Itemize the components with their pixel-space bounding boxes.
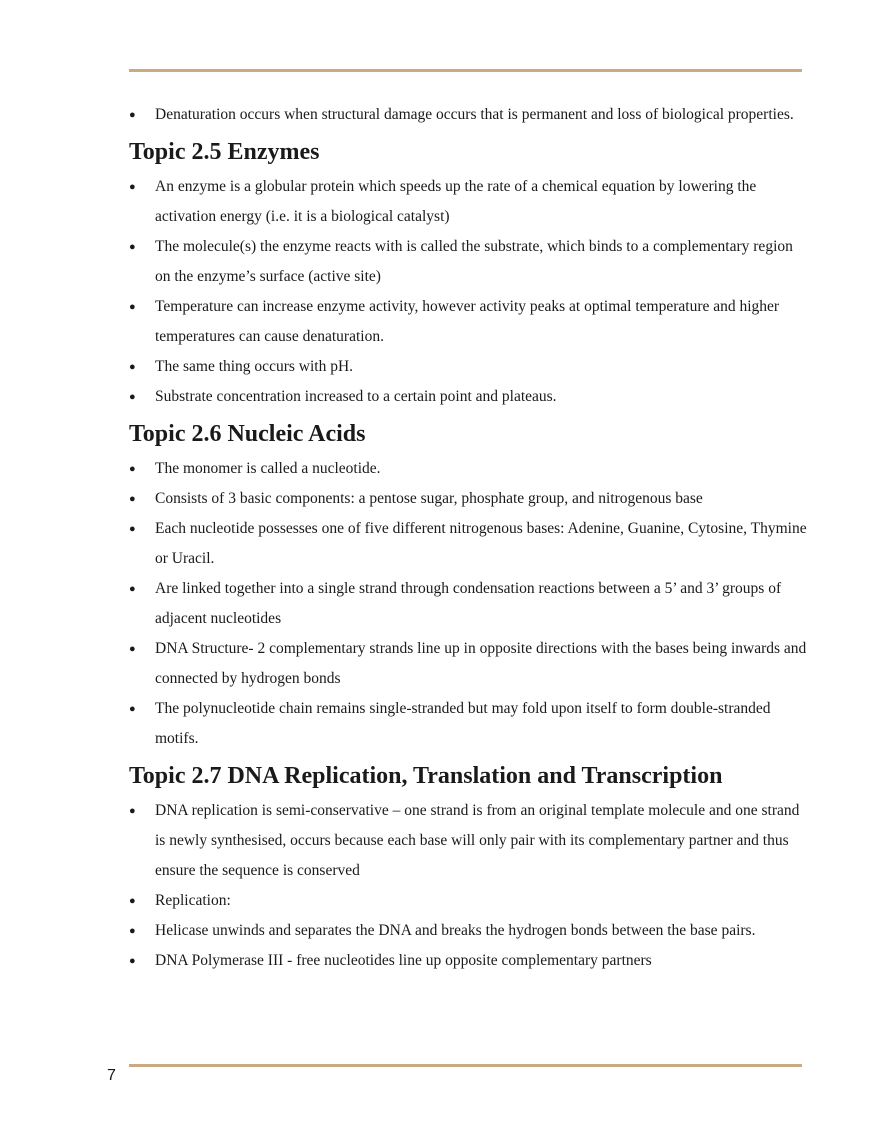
list-item: ● DNA Structure- 2 complementary strands line up in opposite directions with the bases being inwards and connected by hydrogen bonds — [129, 634, 809, 694]
list-item: ● Consists of 3 basic components: a pentose sugar, phosphate group, and nitrogenous base — [129, 484, 809, 514]
list-item: ● Substrate concentration increased to a certain point and plateaus. — [129, 382, 809, 412]
list-item: ● The molecule(s) the enzyme reacts with is called the substrate, which binds to a complementary region on the enzyme’s surface (active site) — [129, 232, 809, 292]
list-item: ● An enzyme is a globular protein which speeds up the rate of a chemical equation by lowering the activation energy (i.e. it is a biological catalyst) — [129, 172, 809, 232]
section-heading-enzymes: Topic 2.5 Enzymes — [129, 139, 320, 165]
footer-rule — [129, 1064, 802, 1067]
header-rule — [129, 69, 802, 72]
list-item: ● Temperature can increase enzyme activity, however activity peaks at optimal temperature and higher temperatures can cause denaturation. — [129, 292, 809, 352]
page-number: 7 — [107, 1067, 116, 1084]
list-item: ● Helicase unwinds and separates the DNA and breaks the hydrogen bonds between the base pairs. — [129, 916, 809, 946]
page-body — [129, 100, 809, 976]
list-item: ● The same thing occurs with pH. — [129, 352, 809, 382]
list-item: ● The monomer is called a nucleotide. — [129, 454, 809, 484]
list-item: ● Denaturation occurs when structural damage occurs that is permanent and loss of biological properties. — [129, 100, 809, 130]
intro-list — [129, 100, 809, 130]
list-item: ● DNA replication is semi-conservative – one strand is from an original template molecule and one strand is newly synthesised, occurs because each base will only pair with its complementary partner and thus ensure the sequence is conserved — [129, 796, 809, 886]
section-heading-dna-replication: Topic 2.7 DNA Replication, Translation and Transcription — [129, 763, 723, 789]
nucleic-acids-list — [129, 454, 809, 754]
list-item: ● The polynucleotide chain remains single-stranded but may fold upon itself to form double-stranded motifs. — [129, 694, 809, 754]
list-item: ● Are linked together into a single strand through condensation reactions between a 5’ and 3’ groups of adjacent nucleotides — [129, 574, 809, 634]
list-item: ● Replication: — [129, 886, 809, 916]
list-item: ● Each nucleotide possesses one of five different nitrogenous bases: Adenine, Guanine, Cytosine, Thymine or Uracil. — [129, 514, 809, 574]
enzymes-list — [129, 172, 809, 412]
section-heading-nucleic-acids: Topic 2.6 Nucleic Acids — [129, 421, 366, 447]
list-item: ● DNA Polymerase III - free nucleotides line up opposite complementary partners — [129, 946, 809, 976]
dna-replication-list — [129, 796, 809, 976]
